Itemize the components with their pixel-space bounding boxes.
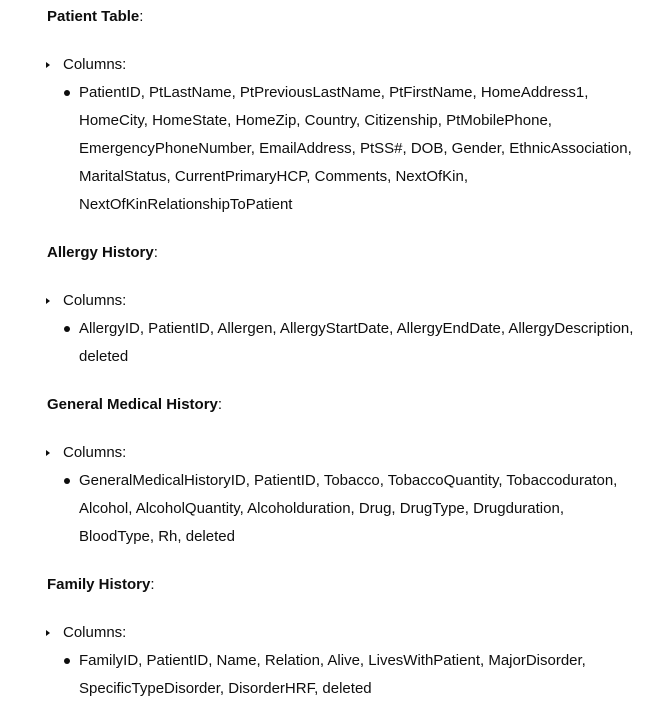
columns-label: Columns: bbox=[63, 292, 127, 309]
section-heading-family-history bbox=[47, 575, 155, 595]
list-bullet-icon bbox=[46, 62, 50, 68]
columns-label: Columns: bbox=[63, 624, 127, 641]
section-heading-allergy-history bbox=[47, 243, 158, 263]
columns-list: AllergyID, PatientID, Allergen, AllergyStartDate, AllergyEndDate, AllergyDescription, deleted bbox=[79, 320, 634, 365]
list-bullet-icon bbox=[46, 450, 50, 456]
list-bullet-icon bbox=[46, 298, 50, 304]
columns-label: Columns: bbox=[63, 444, 127, 461]
section-title-suffix: : bbox=[217, 396, 223, 413]
section-title: General Medical History bbox=[47, 396, 218, 413]
section-heading-general-medical-history bbox=[47, 395, 222, 415]
section-heading-patient-table bbox=[47, 7, 143, 27]
list-bullet-icon bbox=[46, 630, 50, 636]
sub-bullet-icon bbox=[64, 326, 70, 332]
section-title: Family History bbox=[47, 576, 151, 593]
sub-bullet-icon bbox=[64, 658, 70, 664]
section-title: Patient Table bbox=[47, 8, 140, 25]
columns-label: Columns: bbox=[63, 56, 127, 73]
section-title-suffix: : bbox=[139, 8, 144, 25]
columns-list: PatientID, PtLastName, PtPreviousLastName, PtFirstName, HomeAddress1, HomeCity, HomeState, HomeZip, Country, Citizenship, PtMobilePhone, EmergencyPhoneNumber, EmailAddress, PtSS#, DOB, Gender, EthnicAssociation, MaritalStatus, CurrentPrimaryHCP, Comments, NextOfKin, NextOfKinRelationshipToPatient bbox=[79, 84, 632, 213]
section-title-suffix: : bbox=[153, 244, 158, 261]
columns-list: GeneralMedicalHistoryID, PatientID, Tobacco, TobaccoQuantity, Tobaccoduraton, Alcohol, AlcoholQuantity, Alcoholduration, Drug, DrugType, Drugduration, BloodType, Rh, deleted bbox=[79, 472, 618, 545]
section-title: Allergy History bbox=[47, 244, 154, 261]
sub-bullet-icon bbox=[64, 478, 70, 484]
sub-bullet-icon bbox=[64, 90, 70, 96]
section-title-suffix: : bbox=[150, 576, 155, 593]
columns-list: FamilyID, PatientID, Name, Relation, Alive, LivesWithPatient, MajorDisorder, SpecificTypeDisorder, DisorderHRF, deleted bbox=[79, 652, 586, 697]
